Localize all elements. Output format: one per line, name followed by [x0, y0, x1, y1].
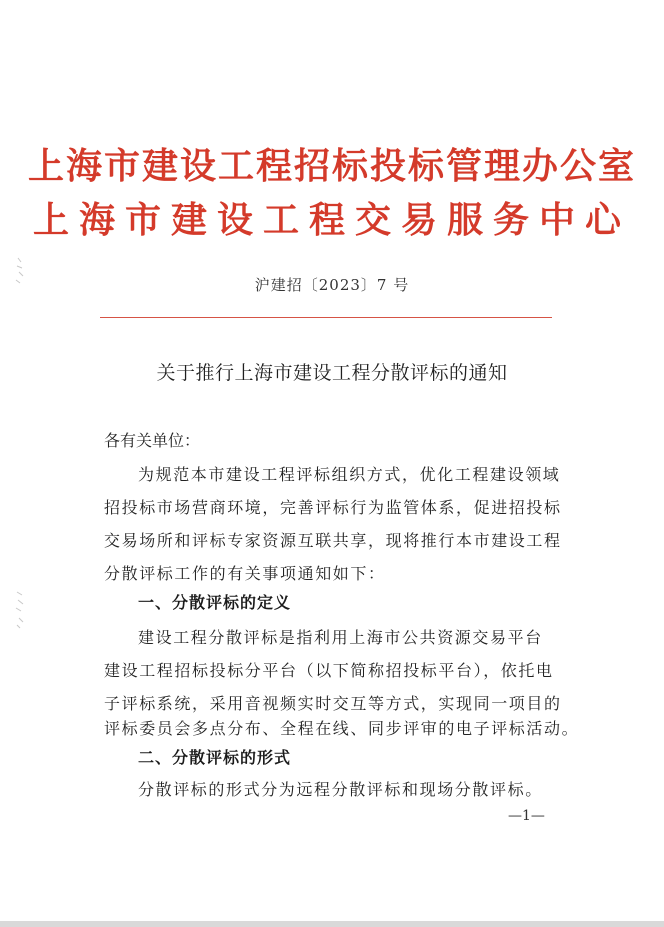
paragraph-line: 子评标系统，采用音视频实时交互等方式，实现同一项目的 — [104, 694, 562, 713]
paragraph-line: 交易场所和评标专家资源互联共享，现将推行本市建设工程 — [104, 531, 562, 550]
document-number: 沪建招〔2023〕7 号 — [254, 276, 410, 294]
paragraph-line: 为规范本市建设工程评标组织方式，优化工程建设领域 — [138, 465, 561, 484]
margin-mark-icon — [14, 256, 30, 274]
paragraph-line: 分散评标的形式分为远程分散评标和现场分散评标。 — [138, 780, 543, 799]
paragraph-line: 评标委员会多点分布、全程在线、同步评审的电子评标活动。 — [104, 719, 580, 738]
issuer-name-2: 上海市建设工程交易服务中心 — [32, 199, 631, 241]
paragraph-line: 招投标市场营商环境，完善评标行为监管体系，促进招投标 — [104, 498, 562, 517]
red-divider-line — [100, 317, 552, 318]
section-heading: 一、分散评标的定义 — [138, 593, 292, 612]
issuer-name-1: 上海市建设工程招标投标管理办公室 — [27, 145, 636, 187]
margin-mark-icon — [14, 590, 30, 608]
paragraph-line: 分散评标工作的有关事项通知如下： — [104, 564, 386, 583]
salutation: 各有关单位： — [104, 431, 201, 450]
paragraph-line: 建设工程招标投标分平台（以下简称招投标平台），依托电 — [104, 661, 554, 680]
section-heading: 二、分散评标的形式 — [138, 748, 292, 767]
document-title: 关于推行上海市建设工程分散评标的通知 — [156, 362, 508, 384]
bottom-edge-bar — [0, 921, 664, 927]
page-number: —1— — [508, 808, 545, 824]
paragraph-line: 建设工程分散评标是指利用上海市公共资源交易平台 — [138, 628, 543, 647]
